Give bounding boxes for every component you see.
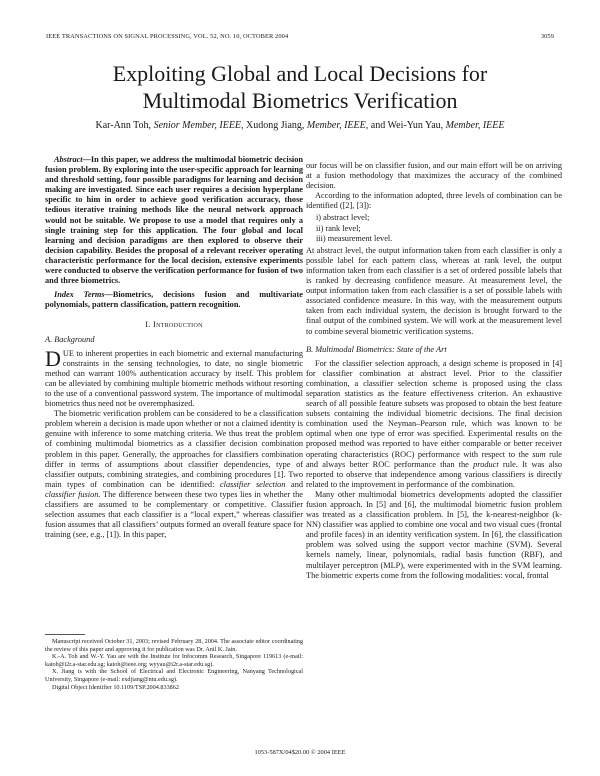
right-paragraph-4 bbox=[306, 359, 562, 490]
author-1-role: Senior Member, IEEE, bbox=[153, 120, 244, 131]
right-column bbox=[306, 161, 562, 581]
right-paragraph-1: our focus will be on classifier fusion, and our main effort will be on arriving at a fusion methodology that maximizes the accuracy of the combined decision. bbox=[306, 161, 562, 191]
copyright-footer: 1053-587X/04$20.00 © 2004 IEEE bbox=[254, 749, 346, 756]
footnotes bbox=[45, 638, 303, 691]
title-line-2: Multimodal Biometrics Verification bbox=[142, 88, 458, 113]
index-terms bbox=[45, 290, 303, 310]
term-classifier-fusion: classifier fusion. bbox=[45, 489, 101, 499]
abstract-text: In this paper, we address the multimodal biometric decision fusion problem. By exploring into the user-specific approach for learning and threshold setting, four possible paradigms for learning and decision making are investigated. Since each user requires a decision hyperplane specific to him in order to achieve good verification accuracy, those tedious iterative training methods like the neural network approach would not be suitable. We propose to use a model that requires only a single training step for this application. The four global and local learning and decision paradigms are then explored to observe their decision capability. Besides the proposal of a relevant receiver operating characteristic performance for the local decision, extensive experiments were conducted to observe the verification performance for fusion of two and three biometrics. bbox=[45, 155, 303, 286]
author-2-role: Member, IEEE, bbox=[306, 120, 369, 131]
term-sum: sum bbox=[532, 449, 546, 459]
right-paragraph-5: Many other multimodal biometrics developments adopted the classifier fusion approach. In [5] and [6], the multimodal biometric fusion problem was treated as a classification problem. In [5], the k-nearest-neighbor (k-NN) classifier was applied to combine one vocal and two visual cues (frontal and profile faces) in an identity verification system. In [6], the classification problem was solved using the support vector machine (SVM). Several kernels namely, linear, polynomials, radial basis function (RBF), and multilayer perceptron (MLP), were experimented with in the SVM learning. The biometric experts come from the following modalities: vocal, frontal bbox=[306, 489, 562, 580]
background-paragraph-2-and: and bbox=[291, 479, 303, 489]
author-list bbox=[40, 120, 560, 132]
footnote-doi: Digital Object Identifier 10.1109/TSP.2004.833862 bbox=[52, 683, 179, 691]
right-paragraph-4-text-b: rule and always better ROC performance than the bbox=[306, 449, 562, 469]
right-paragraph-2: According to the information adopted, three levels of combination can be identified ([2], [3]): bbox=[306, 191, 562, 211]
right-paragraph-4-text-a: For the classifier selection approach, a design scheme is proposed in [4] for classifier combination at abstract level. Prior to the classifier combination, a classifier selection scheme is proposed using the class separation statistics as the feature effectiveness criterion. An exhaustive search of all possible feature subsets was proposed to obtain the best feature subsets containing the individual biometric decisions. The final decision combination used the Neyman–Pearson rule, which was known to be optimal when one type of error was specified. Experimental results on the proposed method was reported to have either comparable or better receiver operating characteristics (ROC) performance with respect to the bbox=[306, 358, 562, 459]
background-paragraph-1 bbox=[45, 345, 303, 410]
author-3: Wei-Yun Yau, bbox=[387, 120, 444, 131]
abstract bbox=[45, 155, 303, 286]
right-paragraph-4-text-c: rule. It was also reported to observe that independence among various classifiers is directly related to the improvement in performance of the combination. bbox=[306, 459, 562, 489]
index-terms-label: Index Terms— bbox=[54, 290, 113, 300]
subsection-heading-background: A. Background bbox=[45, 334, 95, 344]
author-2: Xudong Jiang, bbox=[246, 120, 305, 131]
background-paragraph-2 bbox=[45, 409, 303, 540]
background-paragraph-2-text-a: The biometric verification problem can be considered to be a classification problem wherein a decision is made upon whether or not a claimed identity is genuine with inference to some matching criteria. We thus treat the problem of combining multimodal biometrics as a classifier decision combination problem in this paper. Generally, the approaches for classifiers combination differ in terms of assumptions about classifier dependencies, type of classifier outputs, combining strategies, and combining procedures [1]. Two main types of combination can be identified: bbox=[45, 409, 303, 489]
section-heading-introduction bbox=[45, 320, 303, 330]
footnote-divider bbox=[45, 634, 85, 635]
subsection-heading-state-of-art: B. Multimodal Biometrics: State of the Art bbox=[306, 344, 447, 354]
combination-levels-list bbox=[306, 213, 562, 243]
abstract-label: Abstract— bbox=[54, 155, 91, 164]
term-classifier-selection: classifier selection bbox=[219, 479, 286, 489]
list-item: ii) rank level; bbox=[316, 223, 361, 233]
journal-header: IEEE TRANSACTIONS ON SIGNAL PROCESSING, VOL. 52, NO. 10, OCTOBER 2004 bbox=[46, 33, 289, 40]
list-item: i) abstract level; bbox=[316, 213, 370, 223]
right-paragraph-3: At abstract level, the output information taken from each classifier is only a possible label for each pattern class, whereas at rank level, the output information taken from each classifier is a set of ordered possible labels that is ranked by decreasing confidence measure. At measurement level, the output information taken from each classifier is a set of possible labels with associated confidence measure. In this way, with the measurement outputs taken from each individual system, the decision is brought forward to the final output of the combined system. We will work at the measurement level to combine several biometric verification systems. bbox=[306, 245, 562, 336]
footnote-manuscript: Manuscript received October 31, 2003; revised February 28, 2004. The associate editor coordinating the review of this paper and approving it for publication was Dr. Anil K. Jain. bbox=[45, 638, 303, 653]
background-paragraph-2-text-b: The difference between these two types lies in whether the classifiers are assumed to be complementary or competitive. Classifier selection assumes that each classifier is a “local expert,” whereas classifier fusion assumes that all classifiers’ outputs formed an overall feature space for training (see, e.g., [1]). In this paper, bbox=[45, 489, 303, 540]
drop-cap: D bbox=[45, 345, 61, 371]
section-title: Introduction bbox=[153, 320, 203, 330]
footnote-affiliation-1: K.-A. Toh and W.-Y. Yau are with the Institute for Infocomm Research, Singapore 119613 (e-mail: katoh@i2r.a-star.edu.sg; katoh@ieee.org; wyyau@i2r.a-star.edu.sg). bbox=[45, 653, 303, 668]
paper-title bbox=[40, 60, 560, 114]
title-line-1: Exploiting Global and Local Decisions for bbox=[112, 61, 488, 86]
footnote-affiliation-2: X. Jiang is with the School of Electrical and Electronic Engineering, Nanyang Technological University, Singapore (e-mail: exdjiang@ntu.edu.sg). bbox=[45, 668, 303, 683]
left-column bbox=[45, 155, 303, 540]
index-terms-text: Biometrics, decisions fusion and multivariate polynomials, pattern classification, pattern recognition. bbox=[45, 290, 303, 310]
list-item: iii) measurement level. bbox=[316, 233, 393, 243]
author-3-role: Member, IEEE bbox=[445, 120, 505, 131]
term-product: product bbox=[473, 459, 499, 469]
author-1: Kar-Ann Toh, bbox=[95, 120, 152, 131]
page-number: 3059 bbox=[540, 33, 554, 40]
section-number: I. bbox=[145, 320, 151, 330]
background-paragraph-1-text: UE to inherent properties in each biometric and external manufacturing constraints in the sensing technologies, to date, no single biometric method can warrant 100% authentication accuracy by itself. This problem can be alleviated by combining multiple biometric methods without resorting to the use of a conventional password system. The importance of multimodal biometrics thus need not be overemphasized. bbox=[45, 348, 303, 409]
author-conjunction: and bbox=[370, 120, 386, 131]
